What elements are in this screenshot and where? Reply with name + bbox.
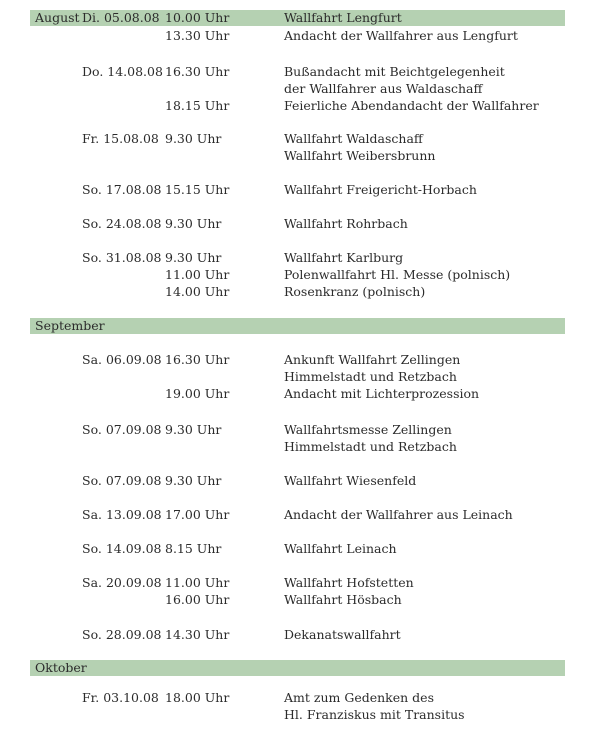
event-title: Wallfahrt Rohrbach bbox=[284, 216, 408, 231]
month-bar-september bbox=[30, 318, 565, 334]
event-time: 16.30 Uhr bbox=[165, 352, 230, 367]
event-date: So. 07.09.08 bbox=[82, 422, 162, 437]
event-title: Himmelstadt und Retzbach bbox=[284, 439, 457, 455]
event-date: Sa. 13.09.08 bbox=[82, 507, 162, 522]
event-time: 16.30 Uhr bbox=[165, 64, 230, 79]
event-date: So. 17.08.08 bbox=[82, 182, 162, 197]
month-label-september: September bbox=[35, 318, 105, 333]
event-title: Wallfahrtsmesse Zellingen bbox=[284, 422, 452, 437]
event-title: Andacht der Wallfahrer aus Lengfurt bbox=[284, 28, 518, 44]
event-title: Himmelstadt und Retzbach bbox=[284, 369, 457, 385]
event-title: Andacht mit Lichterprozession bbox=[284, 386, 480, 402]
event-title: Wallfahrt Freigericht-Horbach bbox=[284, 182, 477, 197]
event-time: 18.15 Uhr bbox=[165, 98, 230, 114]
event-title: Amt zum Gedenken des bbox=[284, 690, 434, 705]
event-time: 13.30 Uhr bbox=[165, 28, 230, 44]
event-title: Polenwallfahrt Hl. Messe (polnisch) bbox=[284, 267, 511, 283]
event-time: 14.00 Uhr bbox=[165, 284, 230, 300]
event-title: Wallfahrt Hofstetten bbox=[284, 575, 414, 590]
event-time: 9.30 Uhr bbox=[165, 131, 222, 146]
event-date: So. 28.09.08 bbox=[82, 627, 162, 642]
event-time: 11.00 Uhr bbox=[165, 575, 230, 590]
event-title: Wallfahrt Karlburg bbox=[284, 250, 404, 265]
event-time: 14.30 Uhr bbox=[165, 627, 230, 642]
event-date: So. 07.09.08 bbox=[82, 473, 162, 488]
month-bar-oktober bbox=[30, 660, 565, 676]
event-time: 19.00 Uhr bbox=[165, 386, 230, 402]
event-title: Bußandacht mit Beichtgelegenheit bbox=[284, 64, 505, 79]
event-title: Hl. Franziskus mit Transitus bbox=[284, 707, 465, 723]
event-title: Ankunft Wallfahrt Zellingen bbox=[284, 352, 461, 367]
event-time: 9.30 Uhr bbox=[165, 422, 222, 437]
event-title: Andacht der Wallfahrer aus Leinach bbox=[284, 507, 513, 522]
month-label-oktober: Oktober bbox=[35, 660, 87, 675]
event-time: 9.30 Uhr bbox=[165, 216, 222, 231]
event-date: So. 14.09.08 bbox=[82, 541, 162, 556]
event-time: 15.15 Uhr bbox=[165, 182, 230, 197]
event-time: 10.00 Uhr bbox=[165, 10, 230, 25]
event-title: Wallfahrt Leinach bbox=[284, 541, 397, 556]
event-time: 16.00 Uhr bbox=[165, 592, 230, 608]
event-title: Feierliche Abendandacht der Wallfahrer bbox=[284, 98, 539, 114]
event-date: So. 24.08.08 bbox=[82, 216, 162, 231]
event-time: 8.15 Uhr bbox=[165, 541, 222, 556]
event-date: Do. 14.08.08 bbox=[82, 64, 163, 79]
event-date: Fr. 15.08.08 bbox=[82, 131, 159, 146]
event-time: 9.30 Uhr bbox=[165, 250, 222, 265]
event-title: der Wallfahrer aus Waldaschaff bbox=[284, 81, 483, 97]
event-time: 9.30 Uhr bbox=[165, 473, 222, 488]
event-date: Sa. 20.09.08 bbox=[82, 575, 162, 590]
event-time: 11.00 Uhr bbox=[165, 267, 230, 283]
event-date: Fr. 03.10.08 bbox=[82, 690, 159, 705]
event-title: Wallfahrt Wiesenfeld bbox=[284, 473, 417, 488]
event-time: 17.00 Uhr bbox=[165, 507, 230, 522]
event-title: Wallfahrt Waldaschaff bbox=[284, 131, 423, 146]
event-date: Di. 05.08.08 bbox=[82, 10, 160, 25]
month-label-august: August bbox=[35, 10, 80, 25]
event-title: Wallfahrt Weibersbrunn bbox=[284, 148, 436, 164]
event-date: So. 31.08.08 bbox=[82, 250, 162, 265]
event-title: Wallfahrt Hösbach bbox=[284, 592, 402, 608]
event-title: Rosenkranz (polnisch) bbox=[284, 284, 426, 300]
event-title: Dekanatswallfahrt bbox=[284, 627, 401, 642]
event-time: 18.00 Uhr bbox=[165, 690, 230, 705]
event-title: Wallfahrt Lengfurt bbox=[284, 10, 402, 25]
event-date: Sa. 06.09.08 bbox=[82, 352, 162, 367]
